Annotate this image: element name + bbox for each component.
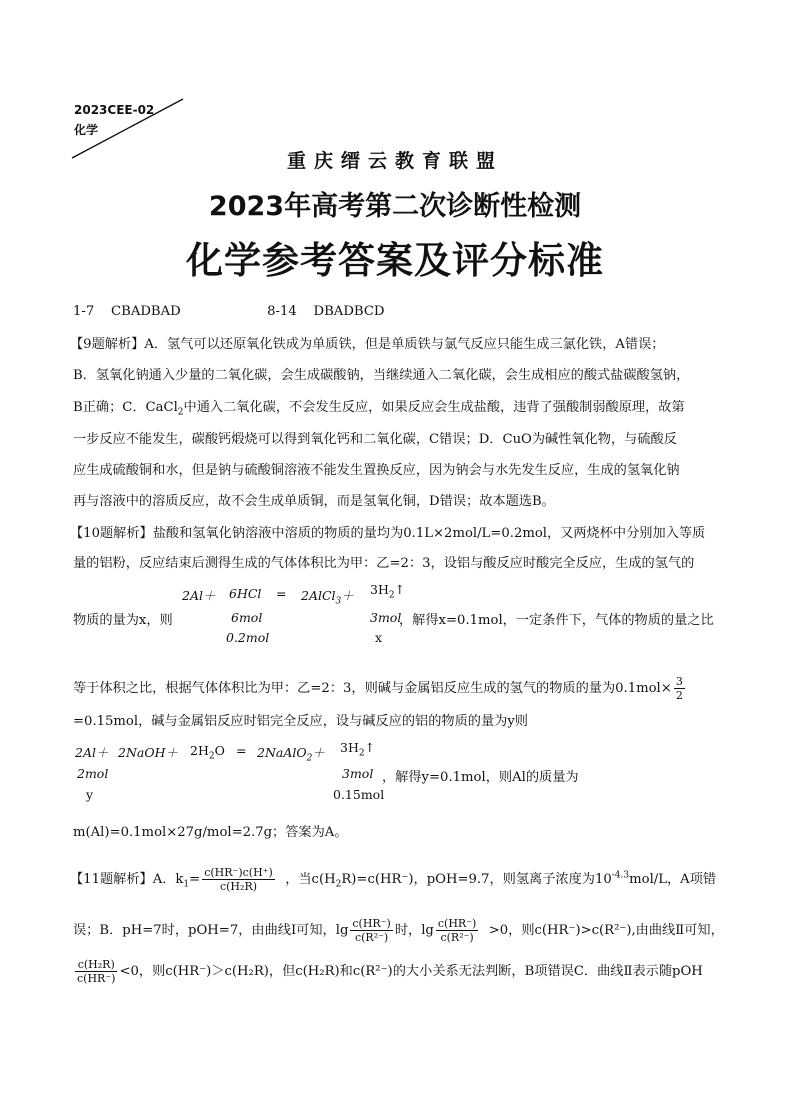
- eq1-hcl: 6HCl: [229, 586, 262, 601]
- eq1-al: 2Al＋: [182, 588, 216, 603]
- q9-line-1: 【9题解析】A．氢气可以还原氧化铁成为单质铁，但是单质铁与氯气反应只能生成三氯化铁，A错误；: [70, 337, 665, 352]
- q9-line-2: B．氢氧化钠通入少量的二氧化碳，会生成碳酸钠，当继续通入二氧化碳，会生成相应的酸式盐碳酸氢钠，: [73, 368, 690, 383]
- exam-title: 2023年高考第二次诊断性检测: [208, 191, 582, 222]
- eq1-equals: =: [276, 586, 287, 601]
- eq2-equals: =: [236, 743, 247, 758]
- q10-line-4: 等于体积之比，根据气体体积比为甲：乙=2：3，则碱与金属铝反应生成的氢气的物质的量为0.1mol× $\frac{3}{2}$: [73, 675, 683, 702]
- exam-code: 2023CEE-02: [74, 103, 155, 117]
- q9-line-4: 一步反应不能发生，碳酸钙煅烧可以得到氧化钙和二氧化碳，C错误；D．CuO为碱性氧化物，与硫酸反: [73, 432, 677, 447]
- q11-line-2: 误；B．pH=7时，pOH=7，由曲线Ⅰ可知，lg $\frac{c(HR^-)}{\text{c(R²⁻)}}$ 时，lg $\frac{c(HR^-)}{\text{c(R²⁻)}}$ >0，则c(HR⁻)>c(R²⁻),由曲线Ⅱ可知，: [73, 917, 724, 944]
- q10-line-2: 量的铝粉，反应结束后测得生成的气体体积比为甲：乙=2：3，设铝与酸反应时酸完全反应，生成的氢气的: [73, 556, 695, 571]
- q10-line-6: m(Al)=0.1mol×27g/mol=2.7g；答案为A。: [73, 825, 348, 840]
- answer-range-1: 1-7: [73, 304, 95, 319]
- eq2-h2: $3H_2↑$: [340, 740, 376, 759]
- corner-label: [74, 100, 154, 140]
- q9-line-5: 应生成硫酸铜和水，但是钠与硫酸铜溶液不能发生置换反应，因为钠会与水先发生反应，生成的氢氧化钠: [73, 463, 680, 478]
- fraction-h2r-hr: $\frac{\text{c(H₂R)}}{c(HR^-)}$: [77, 958, 116, 985]
- eq2-tail: ，解得y=0.1mol，则Al的质量为: [382, 770, 579, 785]
- eq2-h2-mol: 3mol: [342, 766, 374, 781]
- organization-name: 重庆缙云教育联盟: [286, 150, 503, 172]
- q10-line-3-left: 物质的量为x，则: [73, 613, 173, 628]
- eq1-hcl-mol: 6mol: [231, 610, 263, 625]
- eq2-naoh: 2NaOH＋: [118, 745, 178, 760]
- eq2-h2-given: 0.15mol: [333, 787, 385, 802]
- eq1-h2: $3H_2↑$: [370, 582, 406, 601]
- eq1-alcl3: 2AlCl$_3$＋: [301, 588, 354, 607]
- q10-line-5: =0.15mol，碱与金属铝反应时铝完全反应，设与碱反应的铝的物质的量为y则: [73, 714, 528, 729]
- eq2-naalo2: 2NaAlO$_2$＋: [257, 745, 325, 764]
- q11-line-1: 【11题解析】A．$k_1=$ $\frac{c(HR^-)c(H^+)}{\text{c(H₂R)}}$ ，当$c(H_2R)=c(HR^-)$，pOH=9.7，则氢离子浓度为$10^{-4.3}mol/L$，A项错: [70, 866, 717, 893]
- eq2-al: 2Al＋: [75, 745, 109, 760]
- answer-range-2: 8-14: [267, 304, 297, 319]
- fraction-k1: $\frac{c(HR^-)c(H^+)}{\text{c(H₂R)}}$: [204, 866, 273, 893]
- subject-label: 化学: [74, 123, 99, 137]
- eq1-h2-mol: 3mol: [370, 610, 402, 625]
- q11-line-3: $\frac{\text{c(H₂R)}}{c(HR^-)}$ <0，则c(HR⁻)＞c(H₂R)，但c(H₂R)和c(R²⁻)的大小关系无法判断，B项错误C．曲线Ⅱ表示随pOH: [77, 958, 703, 985]
- fraction-hr-r: $\frac{c(HR^-)}{\text{c(R²⁻)}}$: [352, 917, 391, 944]
- q9-line-6: 再与溶液中的溶质反应，故不会生成单质铜，而是氢氧化铜，D错误；故本题选B。: [73, 494, 555, 509]
- eq2-al-unknown: y: [86, 787, 94, 802]
- eq2-al-mol: 2mol: [77, 766, 109, 781]
- q10-line-1: 【10题解析】盐酸和氢氧化钠溶液中溶质的物质的量均为0.1L×2mol/L=0.2mol，又两烧杯中分别加入等质: [70, 526, 706, 541]
- answer-keys-2: DBADBCD: [313, 304, 385, 319]
- eq1-h2-unknown: x: [375, 630, 383, 645]
- fraction-hr-r-2: $\frac{c(HR^-)}{\text{c(R²⁻)}}$: [437, 917, 477, 944]
- document-title: 化学参考答案及评分标准: [186, 239, 604, 282]
- q10-line-3-right: ，解得x=0.1mol，一定条件下，气体的物质的量之比: [399, 613, 714, 628]
- eq2-h2o: $2H_2O$: [190, 743, 225, 762]
- fraction-3-2: $\frac{3}{2}$: [675, 675, 683, 702]
- answer-keys-1: CBADBAD: [111, 304, 181, 319]
- eq1-hcl-given: 0.2mol: [226, 630, 270, 645]
- q9-line-3: B正确；C．CaCl$_2$中通入二氧化碳，不会发生反应，如果反应会生成盐酸，违背了强酸制弱酸原理，故第: [73, 400, 685, 418]
- answer-keys: [73, 304, 385, 319]
